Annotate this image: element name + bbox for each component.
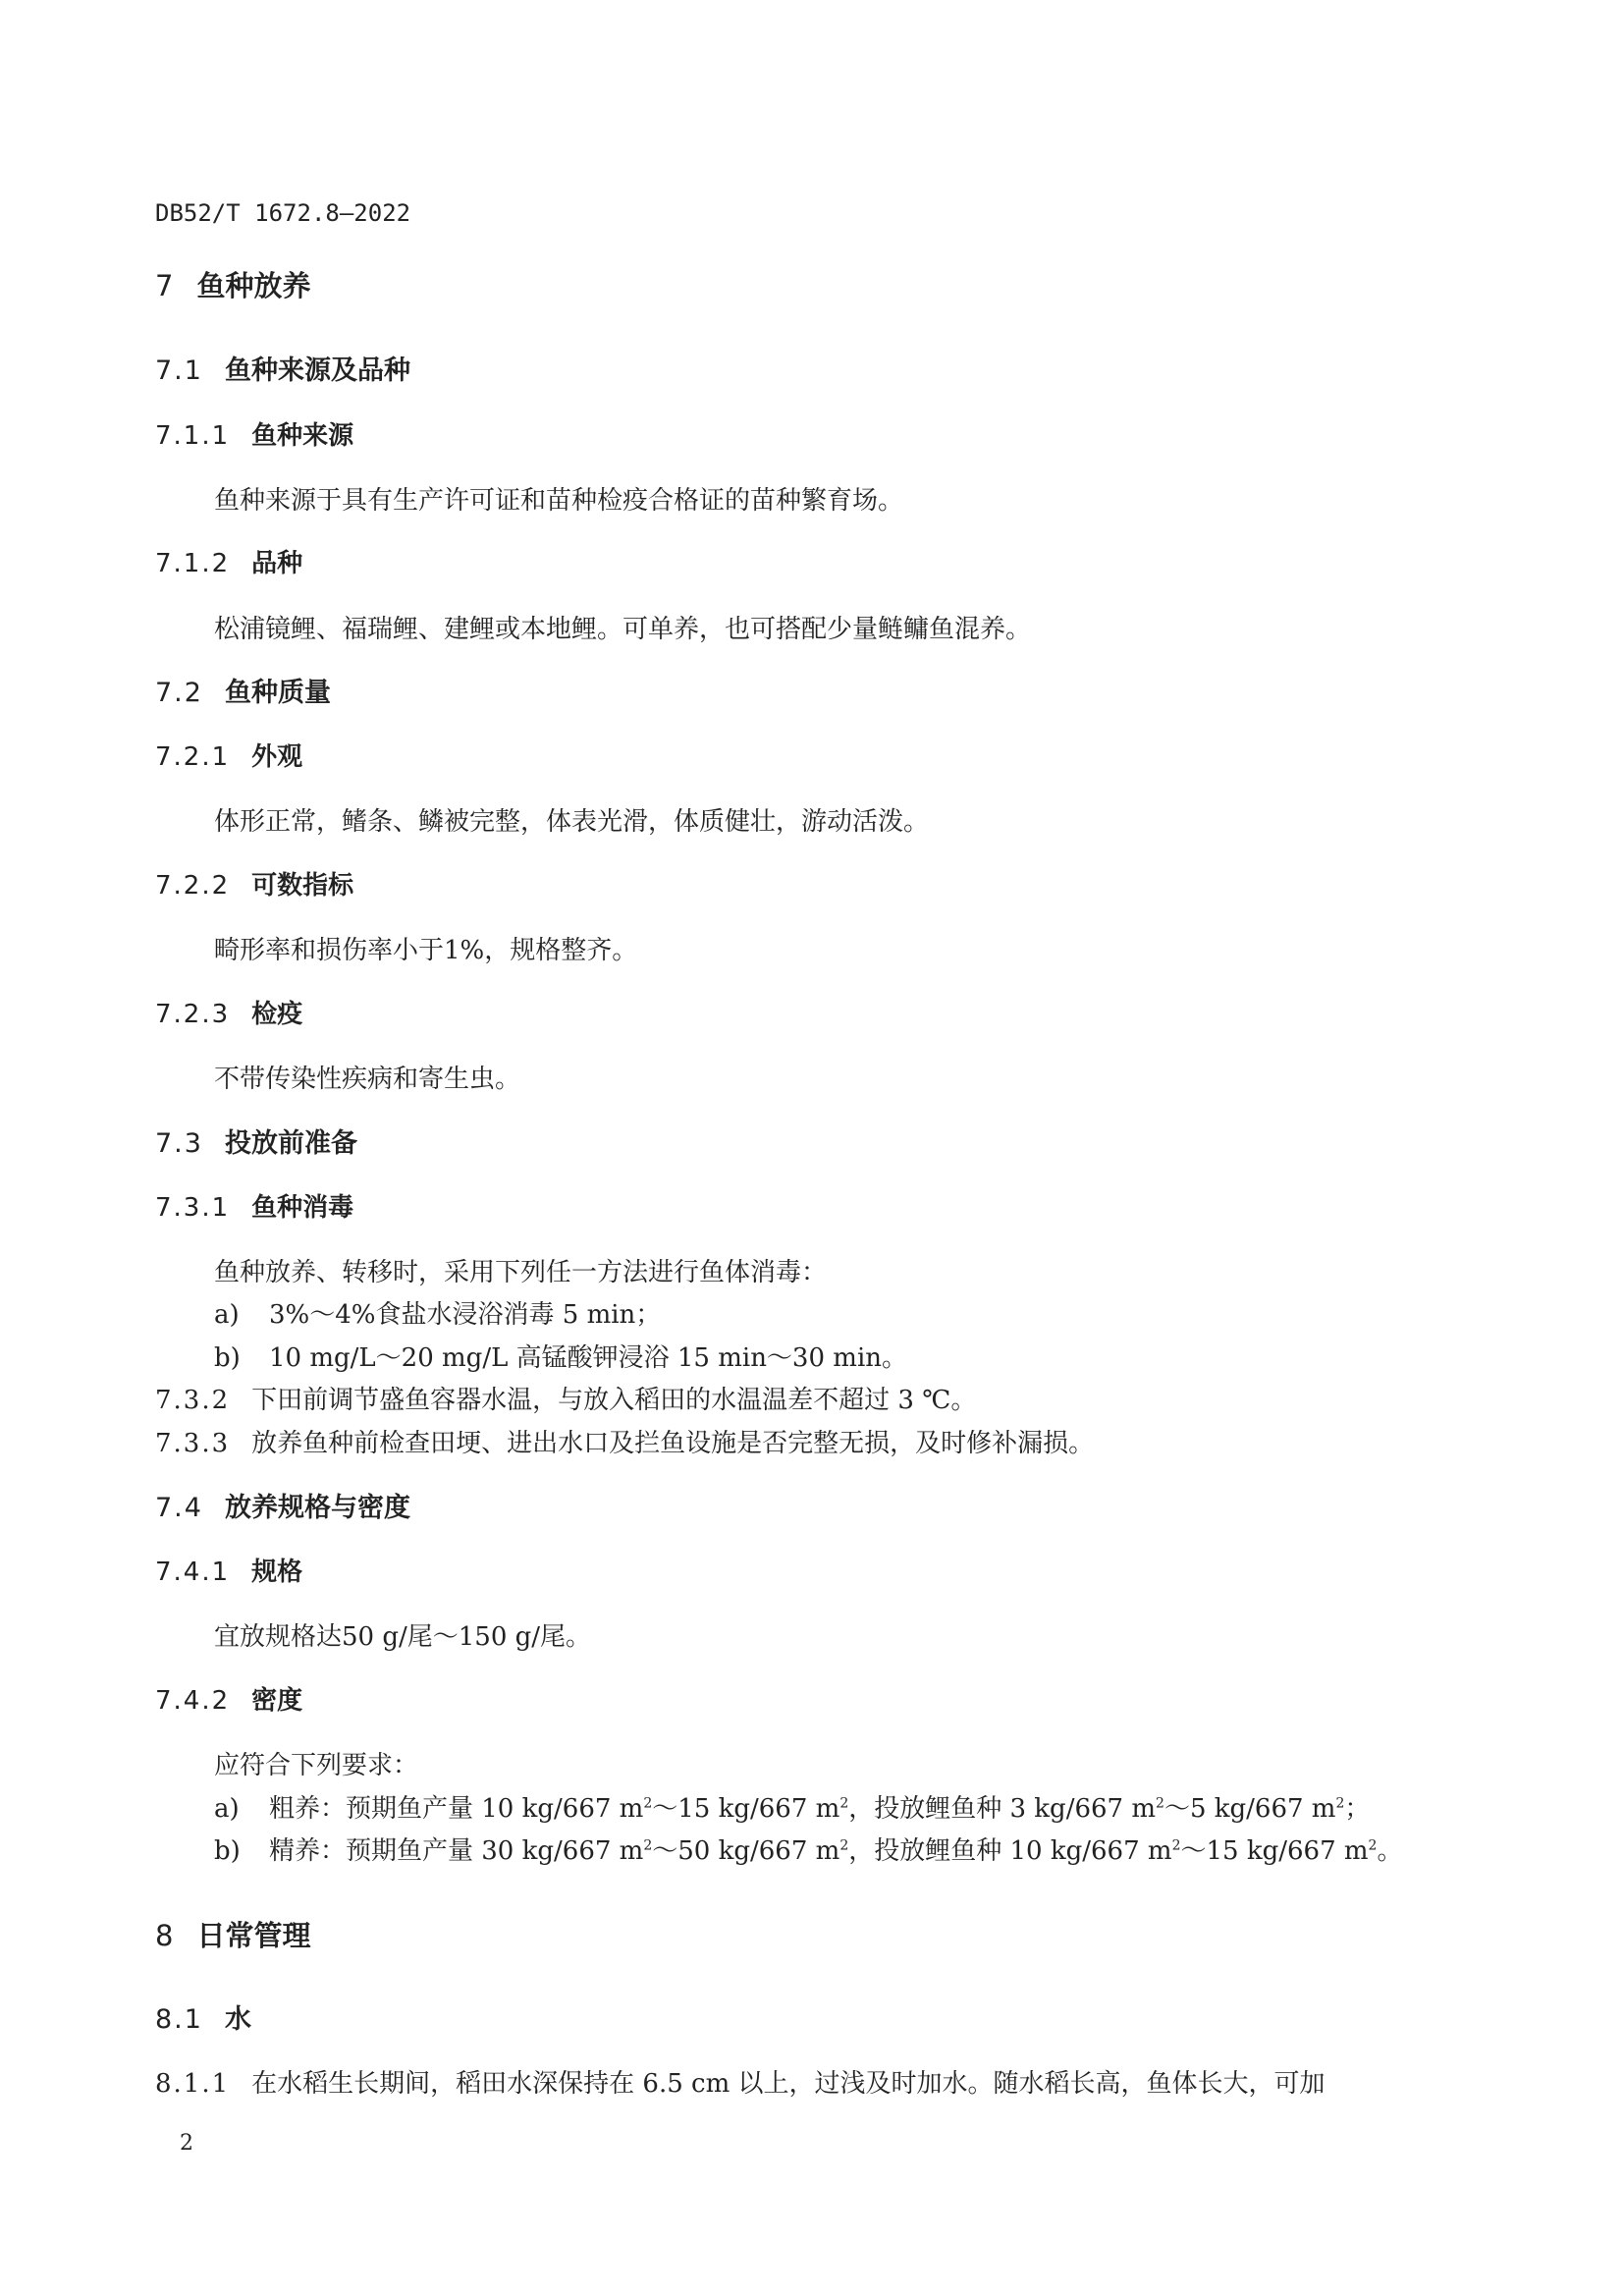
section-title: 鱼种质量 bbox=[224, 678, 331, 708]
list-marker: a) bbox=[214, 1794, 240, 1824]
section-title: 日常管理 bbox=[196, 1919, 311, 1952]
section-title: 可数指标 bbox=[251, 871, 354, 901]
section-title: 鱼种来源及品种 bbox=[224, 355, 410, 386]
section-7-3-heading bbox=[155, 1130, 357, 1157]
section-title: 鱼种放养 bbox=[196, 269, 311, 302]
section-7-1-heading bbox=[155, 357, 410, 384]
section-number: 7.4.2 bbox=[155, 1686, 231, 1716]
section-title: 外观 bbox=[251, 742, 303, 772]
section-number: 7.3.3 bbox=[155, 1429, 231, 1458]
superscript: 2 bbox=[643, 1837, 653, 1854]
section-title: 水 bbox=[224, 2004, 251, 2035]
paragraph-7-1-2: 松浦镜鲤、福瑞鲤、建鲤或本地鲤。可单养，也可搭配少量鲢鳙鱼混养。 bbox=[214, 615, 1032, 644]
page-number: 2 bbox=[180, 2131, 193, 2156]
section-number: 7.3.2 bbox=[155, 1386, 231, 1415]
superscript: 2 bbox=[839, 1837, 849, 1854]
list-marker: b) bbox=[214, 1343, 241, 1373]
clause-text: 放养鱼种前检查田埂、进出水口及拦鱼设施是否完整无损，及时修补漏损。 bbox=[251, 1429, 1095, 1458]
section-number: 7.1.2 bbox=[155, 549, 231, 578]
paragraph-7-4-2-intro: 应符合下列要求： bbox=[214, 1751, 419, 1780]
list-item-text: ～50 kg/667 m bbox=[652, 1836, 840, 1866]
superscript: 2 bbox=[643, 1795, 653, 1812]
clause-text: 下田前调节盛鱼容器水温，与放入稻田的水温温差不超过 3 ℃。 bbox=[251, 1386, 977, 1415]
clause-7-3-2 bbox=[155, 1388, 976, 1413]
section-7-3-1-heading bbox=[155, 1195, 353, 1221]
list-item-text: ～15 kg/667 m bbox=[1180, 1836, 1369, 1866]
section-number: 8.1 bbox=[155, 2004, 203, 2035]
section-number: 7.4.1 bbox=[155, 1558, 231, 1587]
section-title: 鱼种来源 bbox=[251, 421, 354, 451]
section-number: 7.4 bbox=[155, 1493, 203, 1523]
section-8-1-heading bbox=[155, 2006, 251, 2033]
list-item bbox=[214, 1345, 907, 1371]
list-item-text: ，投放鲤鱼种 3 kg/667 m bbox=[848, 1794, 1157, 1824]
section-7-1-1-heading bbox=[155, 423, 353, 449]
list-item bbox=[214, 1302, 661, 1328]
clause-text: 在水稻生长期间，稻田水深保持在 6.5 cm 以上，过浅及时加水。随水稻长高，鱼体长大，可加 bbox=[251, 2069, 1325, 2099]
list-item bbox=[214, 1838, 1402, 1864]
section-7-2-2-heading bbox=[155, 873, 353, 899]
section-number: 7 bbox=[155, 269, 176, 302]
section-number: 8.1.1 bbox=[155, 2069, 231, 2099]
section-title: 规格 bbox=[251, 1558, 303, 1587]
section-title: 放养规格与密度 bbox=[224, 1493, 410, 1523]
section-number: 7.3 bbox=[155, 1128, 203, 1159]
clause-8-1-1 bbox=[155, 2071, 1325, 2097]
section-7-4-heading bbox=[155, 1495, 410, 1521]
list-item-text: 3%～4%食盐水浸浴消毒 5 min； bbox=[269, 1300, 662, 1330]
section-7-4-2-heading bbox=[155, 1688, 302, 1714]
paragraph-7-2-1: 体形正常，鳍条、鳞被完整，体表光滑，体质健壮，游动活泼。 bbox=[214, 807, 930, 837]
list-item-text: 粗养：预期鱼产量 10 kg/667 m bbox=[269, 1794, 644, 1824]
section-number: 7.3.1 bbox=[155, 1193, 231, 1223]
superscript: 2 bbox=[1156, 1795, 1164, 1812]
section-number: 7.1.1 bbox=[155, 421, 231, 451]
section-title: 检疫 bbox=[251, 1000, 303, 1029]
section-title: 品种 bbox=[251, 549, 303, 578]
list-marker: b) bbox=[214, 1836, 241, 1866]
list-marker: a) bbox=[214, 1300, 240, 1330]
section-7-4-1-heading bbox=[155, 1559, 302, 1585]
list-item-text: ； bbox=[1344, 1794, 1371, 1824]
superscript: 2 bbox=[839, 1795, 849, 1812]
paragraph-7-2-3: 不带传染性疾病和寄生虫。 bbox=[214, 1065, 521, 1094]
section-7-2-3-heading bbox=[155, 1002, 302, 1027]
section-title: 密度 bbox=[251, 1686, 303, 1716]
section-7-1-2-heading bbox=[155, 551, 302, 576]
list-item-text: 精养：预期鱼产量 30 kg/667 m bbox=[269, 1836, 644, 1866]
list-item-text: ～15 kg/667 m bbox=[652, 1794, 840, 1824]
section-number: 7.1 bbox=[155, 355, 203, 386]
section-number: 7.2.1 bbox=[155, 742, 231, 772]
list-item-text: ，投放鲤鱼种 10 kg/667 m bbox=[848, 1836, 1172, 1866]
section-8-heading bbox=[155, 1919, 311, 1952]
document-code: DB52/T 1672.8—2022 bbox=[155, 199, 411, 227]
section-title: 投放前准备 bbox=[224, 1128, 357, 1159]
list-item-text: 。 bbox=[1377, 1836, 1403, 1866]
superscript: 2 bbox=[1335, 1795, 1345, 1812]
section-number: 8 bbox=[155, 1919, 176, 1952]
section-number: 7.2.2 bbox=[155, 871, 231, 901]
clause-7-3-3 bbox=[155, 1431, 1094, 1456]
section-number: 7.2 bbox=[155, 678, 203, 708]
list-item-text: ～5 kg/667 m bbox=[1163, 1794, 1336, 1824]
paragraph-7-1-1: 鱼种来源于具有生产许可证和苗种检疫合格证的苗种繁育场。 bbox=[214, 486, 904, 516]
superscript: 2 bbox=[1171, 1837, 1181, 1854]
paragraph-7-4-1: 宜放规格达50 g/尾～150 g/尾。 bbox=[214, 1622, 592, 1652]
section-number: 7.2.3 bbox=[155, 1000, 231, 1029]
section-7-2-heading bbox=[155, 680, 331, 706]
section-title: 鱼种消毒 bbox=[251, 1193, 354, 1223]
superscript: 2 bbox=[1368, 1837, 1378, 1854]
list-item bbox=[214, 1796, 1370, 1822]
list-item-text: 10 mg/L～20 mg/L 高锰酸钾浸浴 15 min～30 min。 bbox=[269, 1343, 908, 1373]
section-7-heading bbox=[155, 269, 311, 302]
section-7-2-1-heading bbox=[155, 744, 302, 770]
paragraph-7-2-2: 畸形率和损伤率小于1%，规格整齐。 bbox=[214, 936, 638, 965]
paragraph-7-3-1-intro: 鱼种放养、转移时，采用下列任一方法进行鱼体消毒： bbox=[214, 1258, 828, 1287]
